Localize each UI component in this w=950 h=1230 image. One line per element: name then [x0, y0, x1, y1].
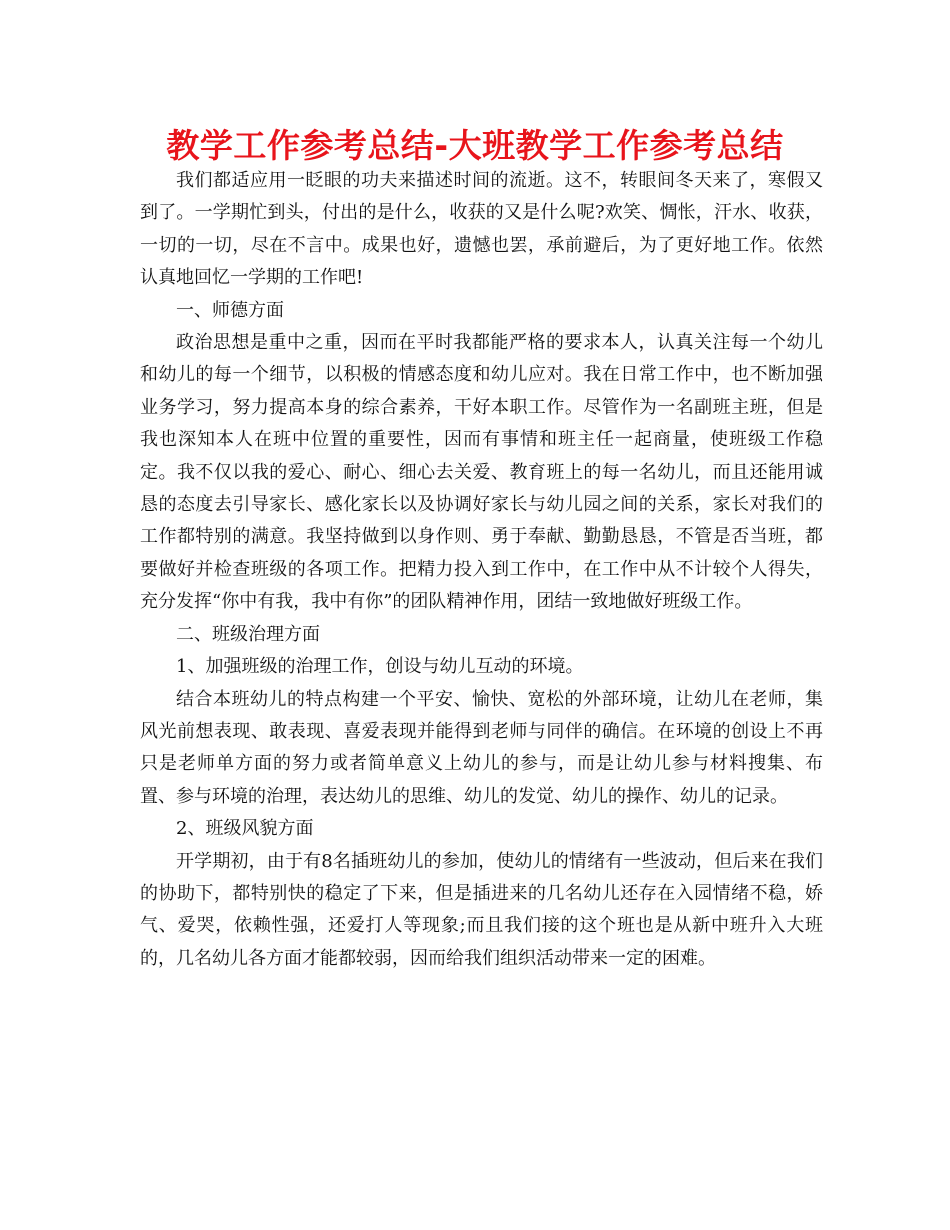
section-heading-ethics: 一、师德方面: [176, 299, 284, 321]
subheading-environment: 1、加强班级的治理工作，创设与幼儿互动的环境。: [176, 656, 584, 678]
document-title: 教学工作参考总结-大班教学工作参考总结: [166, 126, 784, 165]
paragraph-environment: 结合本班幼儿的特点构建一个平安、愉快、宽松的外部环境，让幼儿在老师，集风光前想表现、敢表现、喜爱表现并能得到老师与同伴的确信。在环境的创设上不再只是老师单方面的努力或者简单意义上幼儿的参与，而是让幼儿参与材料搜集、布置、参与环境的治理，表达幼儿的思维、幼儿的发觉、幼儿的操作、幼儿的记录。: [140, 688, 823, 807]
subheading-class-style: 2、班级风貌方面: [176, 818, 314, 840]
paragraph-class-style: 开学期初，由于有8名插班幼儿的参加，使幼儿的情绪有一些波动，但后来在我们的协助下，都特别快的稳定了下来，但是插进来的几名幼儿还存在入园情绪不稳，娇气、爱哭，依赖性强，还爱打人等现象;而且我们接的这个班也是从新中班升入大班的，几名幼儿各方面才能都较弱，因而给我们组织活动带来一定的困难。: [140, 850, 823, 969]
paragraph-ethics: 政治思想是重中之重，因而在平时我都能严格的要求本人，认真关注每一个幼儿和幼儿的每一个细节，以积极的情感态度和幼儿应对。我在日常工作中，也不断加强业务学习，努力提高本身的综合素养，干好本职工作。尽管作为一名副班主班，但是我也深知本人在班中位置的重要性，因而有事情和班主任一起商量，使班级工作稳定。我不仅以我的爱心、耐心、细心去关爱、教育班上的每一名幼儿，而且还能用诚恳的态度去引导家长、感化家长以及协调好家长与幼儿园之间的关系，家长对我们的工作都特别的满意。我坚持做到以身作则、勇于奉献、勤勤恳恳，不管是否当班，都要做好并检查班级的各项工作。把精力投入到工作中，在工作中从不计较个人得失，充分发挥“你中有我，我中有你”的团队精神作用，团结一致地做好班级工作。: [140, 332, 823, 613]
document-body: [140, 165, 823, 975]
paragraph-intro: 我们都适应用一眨眼的功夫来描述时间的流逝。这不，转眼间冬天来了，寒假又到了。一学期忙到头，付出的是什么，收获的又是什么呢?欢笑、惆怅，汗水、收获，一切的一切，尽在不言中。成果也好，遗憾也罢，承前避后，为了更好地工作。依然认真地回忆一学期的工作吧!: [140, 170, 823, 289]
section-heading-class-management: 二、班级治理方面: [176, 623, 320, 645]
